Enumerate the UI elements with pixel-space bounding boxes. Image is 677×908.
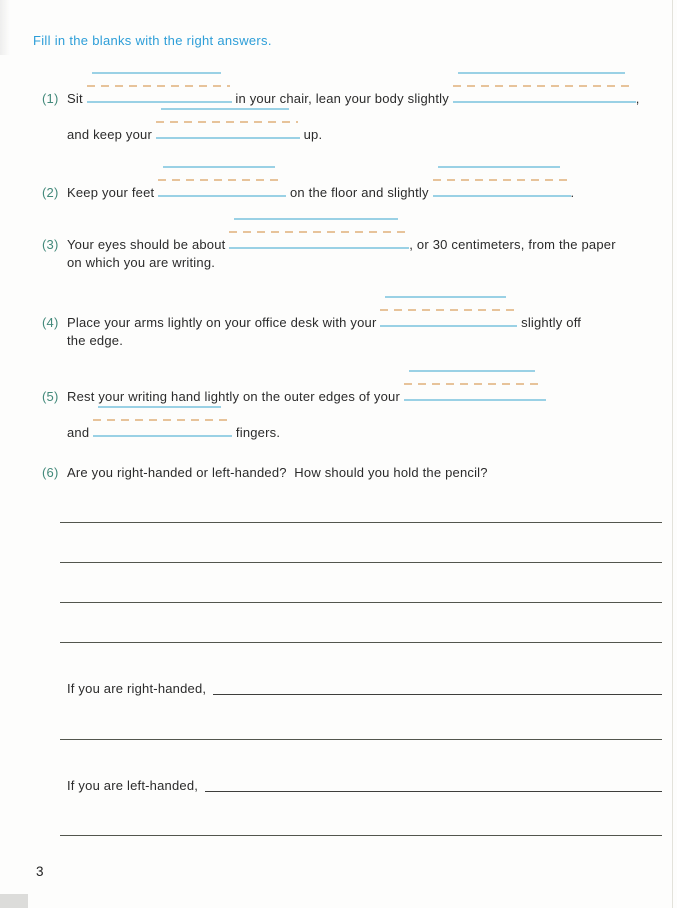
question-number: (1) bbox=[42, 91, 59, 106]
fill-in-blank[interactable] bbox=[380, 296, 517, 327]
fill-in-blank[interactable] bbox=[158, 166, 286, 197]
question-number: (2) bbox=[42, 185, 59, 200]
answer-line[interactable] bbox=[205, 777, 662, 792]
fill-in-blank[interactable] bbox=[453, 72, 636, 103]
question-text: , bbox=[635, 91, 640, 106]
question-item bbox=[42, 166, 663, 202]
page-number: 3 bbox=[36, 864, 44, 879]
scan-corner-shade bbox=[0, 894, 28, 908]
question-item bbox=[42, 464, 663, 482]
question-text: fingers. bbox=[232, 425, 281, 440]
question-number: (6) bbox=[42, 465, 59, 480]
right-handed-prompt-label: If you are right-handed, bbox=[67, 681, 207, 696]
question-line bbox=[42, 370, 663, 406]
answer-line[interactable] bbox=[60, 642, 662, 643]
question-number: (5) bbox=[42, 389, 59, 404]
question-text: Sit bbox=[67, 91, 87, 106]
answer-line[interactable] bbox=[60, 739, 662, 740]
question-text: Keep your feet bbox=[67, 185, 159, 200]
question-text: slightly off bbox=[517, 315, 582, 330]
question-item bbox=[42, 370, 663, 442]
scan-edge-shade bbox=[0, 0, 10, 55]
question-line bbox=[67, 108, 663, 144]
fill-in-blank[interactable] bbox=[87, 72, 232, 103]
question-line bbox=[67, 332, 663, 350]
question-line bbox=[42, 218, 663, 254]
question-text: the edge. bbox=[67, 333, 124, 348]
question-line bbox=[67, 406, 663, 442]
answer-line[interactable] bbox=[60, 602, 662, 603]
question-text: and bbox=[67, 425, 94, 440]
question-text: in your chair, lean your body slightly bbox=[231, 91, 453, 106]
question-number: (3) bbox=[42, 237, 59, 252]
answer-line[interactable] bbox=[60, 522, 662, 523]
left-handed-prompt-row bbox=[67, 777, 662, 795]
question-number: (4) bbox=[42, 315, 59, 330]
question-line bbox=[67, 254, 663, 272]
question-text: . bbox=[570, 185, 575, 200]
question-text: , or 30 centimeters, from the paper bbox=[409, 237, 616, 252]
answer-line[interactable] bbox=[60, 562, 662, 563]
fill-in-blank[interactable] bbox=[156, 108, 300, 139]
scan-edge-line bbox=[672, 0, 673, 908]
fill-in-blank[interactable] bbox=[93, 406, 232, 437]
fill-in-blank[interactable] bbox=[404, 370, 546, 401]
question-text: on the floor and slightly bbox=[286, 185, 433, 200]
answer-line[interactable] bbox=[60, 835, 662, 836]
right-handed-prompt-row bbox=[67, 680, 662, 698]
question-text: and keep your bbox=[67, 127, 156, 142]
question-line bbox=[42, 166, 663, 202]
question-text: Your eyes should be about bbox=[67, 237, 230, 252]
questions bbox=[42, 72, 663, 482]
question-item bbox=[42, 218, 663, 272]
question-line bbox=[42, 464, 663, 482]
question-text: Place your arms lightly on your office desk with your bbox=[67, 315, 381, 330]
question-text: Rest your writing hand lightly on the outer edges of your bbox=[67, 389, 404, 404]
fill-in-blank[interactable] bbox=[433, 166, 571, 197]
question-text: on which you are writing. bbox=[67, 255, 216, 270]
free-answer-area bbox=[60, 522, 662, 643]
question-item bbox=[42, 72, 663, 144]
question-line bbox=[42, 296, 663, 332]
left-handed-prompt-label: If you are left-handed, bbox=[67, 778, 199, 793]
question-text: Are you right-handed or left-handed? How should you hold the pencil? bbox=[67, 465, 488, 480]
question-item bbox=[42, 296, 663, 350]
question-line bbox=[42, 72, 663, 108]
fill-in-blank[interactable] bbox=[229, 218, 409, 249]
question-text: up. bbox=[299, 127, 323, 142]
exercise-instructions: Fill in the blanks with the right answers. bbox=[33, 33, 272, 48]
answer-line[interactable] bbox=[213, 680, 662, 695]
